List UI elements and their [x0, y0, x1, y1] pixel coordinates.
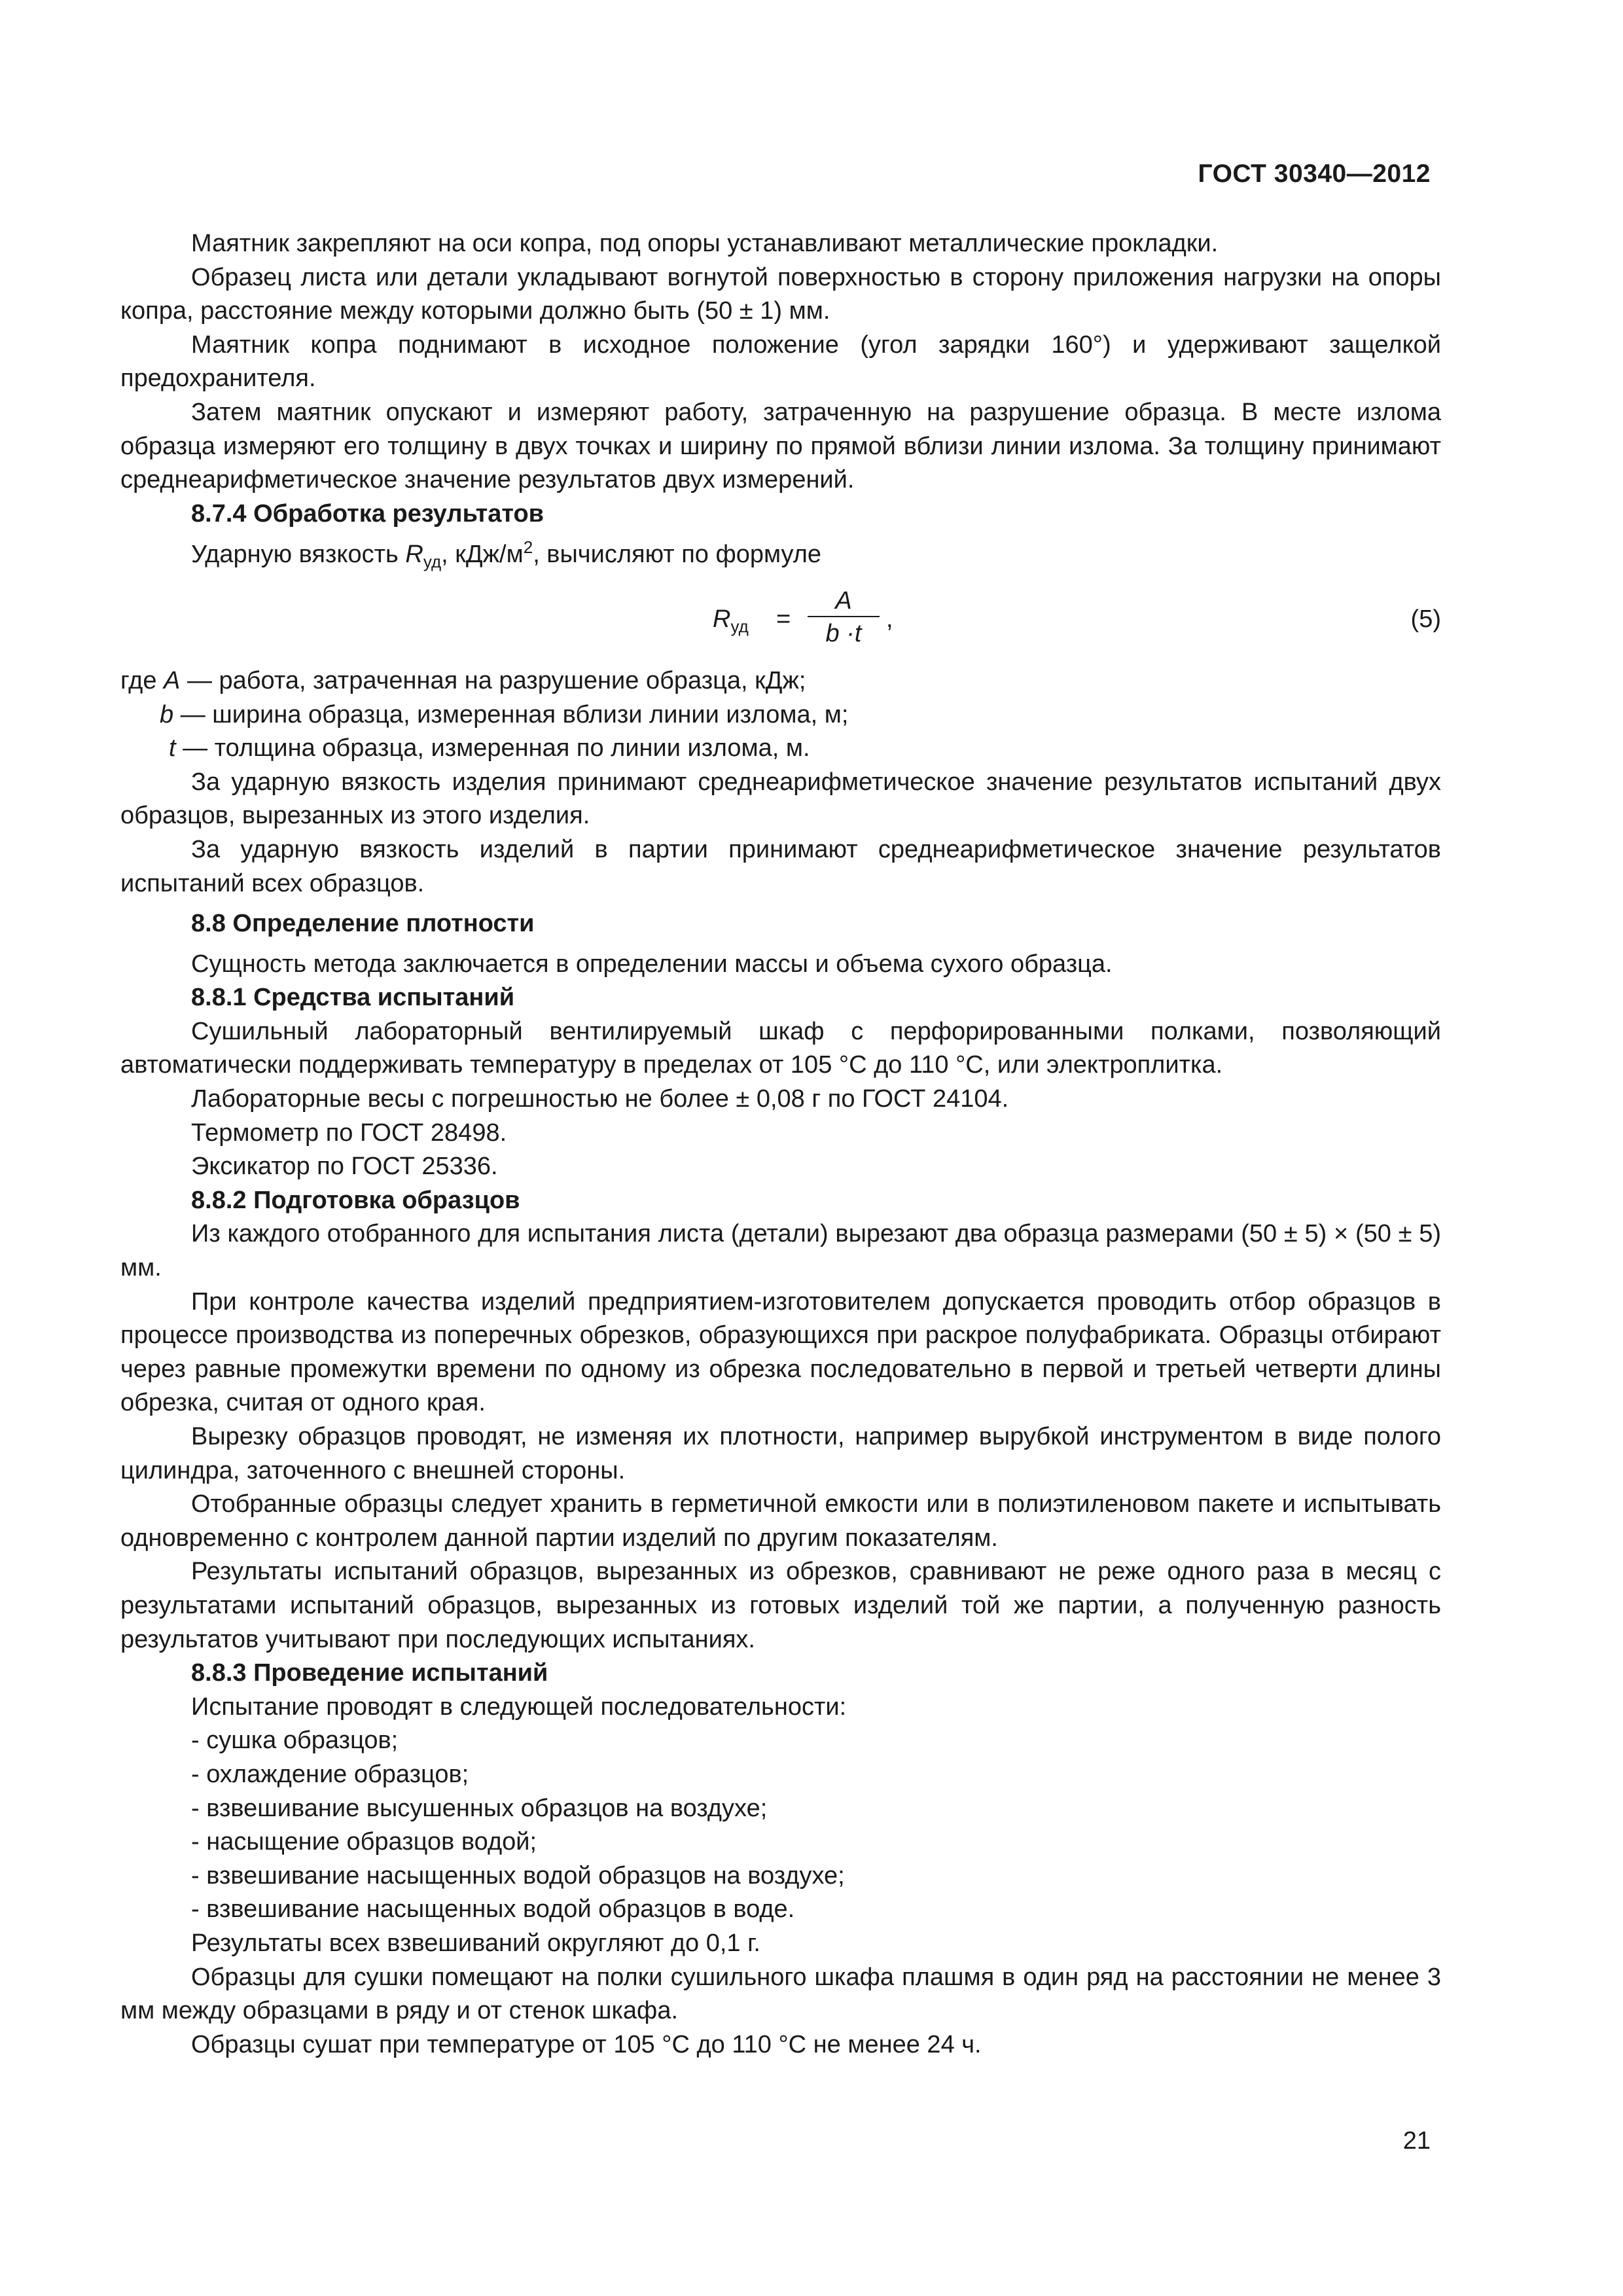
formula-denominator: b ·t — [825, 619, 862, 647]
formula-lhs-symbol: R — [713, 605, 731, 633]
formula-equals: = — [776, 605, 791, 633]
list-item: - взвешивание насыщенных водой образцов в воде. — [191, 1895, 795, 1924]
intro-text-end: , вычисляют по формуле — [533, 541, 822, 569]
paragraph: Эксикатор по ГОСТ 25336. — [191, 1153, 498, 1181]
formula-number: (5) — [1410, 605, 1441, 633]
paragraph: Маятник закрепляют на оси копра, под опоры устанавливают металлические прокладки. — [191, 230, 1219, 257]
intro-subscript: уд — [423, 552, 442, 572]
paragraph: Отобранные образцы следует хранить в герметичной емкости или в полиэтиленовом пакете и испытывать одновременно с контролем данной партии изделий по другим показателям. — [120, 1490, 1441, 1552]
formula-lhs-subscript: уд — [730, 616, 749, 636]
where-item — [120, 698, 1441, 732]
list-item: - взвешивание высушенных образцов на воздухе; — [191, 1794, 768, 1822]
paragraph: При контроле качества изделий предприятием-изготовителем допускается проводить отбор образцов в процессе производства из поперечных обрезков, образующихся при раскрое полуфабриката. Образцы отбирают через равные промежутки времени по одному из обрезка последовательно в первой и третьей четверти длины обрезка, считая от одного края. — [120, 1287, 1441, 1417]
intro-symbol: R — [405, 541, 423, 569]
where-symbol: A — [164, 666, 181, 694]
paragraph: Результаты испытаний образцов, вырезанных из обрезков, сравнивают не реже одного раза в месяц с результатами испытаний образцов, вырезанных из готовых изделий той же партии, а полученную разность результатов учитывают при последующих испытаниях. — [120, 1558, 1441, 1653]
intro-text: Ударную вязкость — [191, 541, 406, 569]
paragraph: Образцы сушат при температуре от 105 °С до 110 °С не менее 24 ч. — [191, 2030, 982, 2058]
where-item — [120, 664, 1441, 698]
paragraph: Результаты всех взвешиваний округляют до 0,1 г. — [191, 1929, 760, 1957]
paragraph: За ударную вязкость изделий в партии принимают среднеарифметическое значение результатов испытаний всех образцов. — [120, 835, 1441, 897]
where-symbol: t — [169, 734, 176, 762]
paragraph: Сущность метода заключается в определении массы и объема сухого образца. — [191, 950, 1113, 978]
list-item: - взвешивание насыщенных водой образцов на воздухе; — [191, 1861, 845, 1890]
formula-5 — [120, 584, 1441, 660]
formula-comma: , — [886, 605, 893, 633]
where-text: — ширина образца, измеренная вблизи линии излома, м; — [173, 700, 849, 728]
formula-intro — [120, 531, 1441, 579]
section-heading-8-8: 8.8 Определение плотности — [191, 910, 535, 938]
paragraph: Маятник копра поднимают в исходное положение (угол зарядки 160°) и удерживают защелкой предохранителя. — [120, 331, 1441, 393]
paragraph: Термометр по ГОСТ 28498. — [191, 1119, 507, 1147]
paragraph: За ударную вязкость изделия принимают среднеарифметическое значение результатов испытаний двух образцов, вырезанных из этого изделия. — [120, 768, 1441, 830]
list-item: - охлаждение образцов; — [191, 1760, 469, 1788]
document-number: ГОСТ 30340—2012 — [1198, 160, 1431, 188]
where-text: — работа, затраченная на разрушение образца, кДж; — [180, 666, 806, 694]
list-item: - сушка образцов; — [191, 1727, 399, 1755]
paragraph: Лабораторные весы с погрешностью не более ± 0,08 г по ГОСТ 24104. — [191, 1085, 1009, 1113]
paragraph: Образцы для сушки помещают на полки сушильного шкафа плашмя в один ряд на расстоянии не менее 3 мм между образцами в ряду и от стенок шкафа. — [120, 1963, 1441, 2025]
where-text: — толщина образца, измеренная по линии излома, м. — [175, 734, 810, 762]
page-number: 21 — [1402, 2127, 1431, 2155]
paragraph: Испытание проводят в следующей последовательности: — [191, 1693, 847, 1721]
formula-numerator: A — [808, 584, 880, 617]
where-prefix: где — [120, 666, 164, 694]
section-heading-8-7-4: 8.7.4 Обработка результатов — [191, 499, 544, 528]
where-item — [120, 732, 1441, 766]
paragraph: Вырезку образцов проводят, не изменяя их плотности, например вырубкой инструментом в виде полого цилиндра, заточенного с внешней стороны. — [120, 1423, 1441, 1484]
formula-lhs — [713, 603, 749, 644]
paragraph: Сушильный лабораторный вентилируемый шкаф с перфорированными полками, позволяющий автоматически поддерживать температуру в пределах от 105 °С до 110 °С, или электроплитка. — [120, 1017, 1441, 1079]
list-item: - насыщение образцов водой; — [191, 1828, 537, 1856]
intro-unit: , кДж/м — [441, 541, 524, 569]
page-body — [120, 227, 1441, 2062]
formula-fraction — [808, 584, 880, 651]
intro-unit-exponent: 2 — [523, 537, 533, 558]
paragraph: Затем маятник опускают и измеряют работу, затраченную на разрушение образца. В месте излома образца измеряют его толщину в двух точках и ширину по прямой вблизи линии излома. За толщину принимают среднеарифметическое значение результатов двух измерений. — [120, 398, 1441, 494]
section-heading-8-8-1: 8.8.1 Средства испытаний — [191, 984, 515, 1012]
where-symbol: b — [160, 700, 174, 728]
section-heading-8-8-2: 8.8.2 Подготовка образцов — [191, 1186, 520, 1214]
section-heading-8-8-3: 8.8.3 Проведение испытаний — [191, 1659, 548, 1687]
paragraph: Из каждого отобранного для испытания листа (детали) вырезают два образца размерами (50 ± 5) × (50 ± 5) мм. — [120, 1220, 1441, 1282]
paragraph: Образец листа или детали укладывают вогнутой поверхностью в сторону приложения нагрузки на опоры копра, расстояние между которыми должно быть (50 ± 1) мм. — [120, 263, 1441, 325]
